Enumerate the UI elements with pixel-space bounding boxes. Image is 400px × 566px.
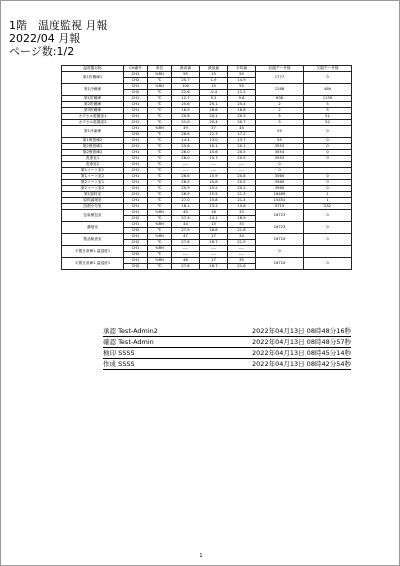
unit-cell: %RH [148,258,172,264]
max-cell: 25.6 [172,102,200,108]
max-cell: 27.6 [172,264,200,270]
ch-cell: CH2 [124,228,148,234]
sensor-name-cell: 第1貯蔵庫1 [62,72,124,84]
missing-count-cell: 5 [304,108,352,114]
unit-cell: ℃ [148,120,172,126]
avg-cell: 21.8 [228,228,256,234]
ch-cell: CH2 [124,90,148,96]
avg-cell: 21.6 [228,264,256,270]
min-cell: 15.5 [200,192,228,198]
min-cell: 15.2 [200,186,228,192]
max-cell: 25.7 [172,78,200,84]
avg-cell: 55 [228,72,256,78]
sensor-name-cell: 第2コート室2 [62,186,124,192]
ch-cell: CH1 [124,186,148,192]
missing-count-cell: 0 [304,138,352,144]
min-cell: 1.9 [200,78,228,84]
min-cell: 15.6 [200,150,228,156]
unit-cell: ℃ [148,204,172,210]
signature-label: 承認 Test-Admin2 [103,327,158,335]
ch-cell: CH1 [124,120,148,126]
avg-cell: 15.6 [228,204,256,210]
signature-line [103,326,351,337]
max-cell: 100 [172,84,200,90]
ch-cell: CH2 [124,132,148,138]
min-cell: 37 [200,126,228,132]
avg-cell: 9.8 [228,96,256,102]
unit-cell: ℃ [148,252,172,258]
report-title: 1階 温度監視 月報 [9,19,108,32]
min-cell: 13.0 [200,138,228,144]
sensor-name-cell: 第2保管庫1 [62,144,124,150]
min-cell: ---- [200,246,228,252]
max-cell: 22.6 [172,90,200,96]
missing-count-cell: 1 [304,192,352,198]
avg-cell: 11.2 [228,90,256,96]
record-count-cell: 1777 [256,72,304,84]
missing-count-cell: 1 [304,198,352,204]
max-cell: 45 [172,210,200,216]
record-count-cell: 0 [256,246,304,258]
record-count-cell: 16724 [256,258,304,270]
sensor-name-cell: 第1貯蔵庫 [62,96,124,102]
avg-cell: 33 [228,222,256,228]
max-cell: 49 [172,126,200,132]
signature-label: 作成 SSSS [103,360,135,368]
record-count-cell: 3560 [256,174,304,180]
unit-cell: ℃ [148,216,172,222]
avg-cell: 20.7 [228,120,256,126]
record-count-cell: 3554 [256,150,304,156]
ch-cell: CH1 [124,150,148,156]
unit-cell: ℃ [148,156,172,162]
min-cell: 15.8 [200,180,228,186]
missing-count-cell: 0 [304,222,352,234]
missing-count-cell [304,246,352,258]
unit-cell: %RH [148,126,172,132]
ch-cell: CH1 [124,222,148,228]
page-count: ページ数:1/2 [9,45,75,58]
max-cell: 47 [172,234,200,240]
missing-count-cell: 0 [304,126,352,138]
min-cell: 17 [200,258,228,264]
unit-cell: ℃ [148,228,172,234]
missing-count-cell: 1139 [304,96,352,102]
unit-cell: ℃ [148,264,172,270]
ch-cell: CH1 [124,192,148,198]
ch-cell: CH1 [124,168,148,174]
max-cell: 26.3 [172,180,200,186]
max-cell: 16.9 [172,108,200,114]
unit-cell: ℃ [148,150,172,156]
sensor-name-cell: カプセル乾燥室2 [62,120,124,126]
max-cell: 95 [172,72,200,78]
max-cell: 14.4 [172,138,200,144]
min-cell: -0.4 [200,90,228,96]
ch-cell: CH1 [124,96,148,102]
ch-cell: CH1 [124,126,148,132]
signature-label: 検印 SSSS [103,349,135,357]
ch-cell: CH2 [124,264,148,270]
unit-cell: ℃ [148,198,172,204]
record-count-cell: 3553 [256,144,304,150]
ch-cell: CH1 [124,156,148,162]
min-cell: 17 [200,234,228,240]
ch-cell: CH1 [124,138,148,144]
ch-cell: CH1 [124,204,148,210]
ch-cell: CH2 [124,252,148,258]
sensor-name-cell: 第1コート室1 [62,168,124,174]
max-cell: ---- [172,162,200,168]
avg-cell: 20.5 [228,180,256,186]
ch-cell: CH1 [124,108,148,114]
signature-time: 2022年04月13日 08時48分57秒 [252,338,351,346]
ch-cell: CH1 [124,198,148,204]
column-header: 最低値 [200,66,228,72]
avg-cell: 21.3 [228,192,256,198]
max-cell: 26.6 [172,174,200,180]
record-count-cell: 16723 [256,222,304,234]
missing-count-cell: 0 [304,210,352,222]
max-cell: ---- [172,252,200,258]
avg-cell: 45 [228,126,256,132]
avg-cell: 55 [228,84,256,90]
ch-cell: CH1 [124,144,148,150]
avg-cell: 20.5 [228,150,256,156]
avg-cell: 34 [228,234,256,240]
sensor-name-cell: 原料調剤室 [62,198,124,204]
column-header: 平均値 [228,66,256,72]
max-cell: 26.0 [172,150,200,156]
record-count-cell: 5 [256,114,304,120]
sensor-name-cell: 包装梱包室 [62,210,124,222]
min-cell: ---- [200,162,228,168]
avg-cell: 25.4 [228,102,256,108]
max-cell: 27.9 [172,228,200,234]
ch-cell: CH1 [124,210,148,216]
sensor-name-cell: 第1冷凍庫 [62,126,124,138]
unit-cell: ℃ [148,240,172,246]
sensor-name-cell: 第1保管庫2 [62,138,124,144]
unit-cell: ℃ [148,144,172,150]
max-cell: 27.0 [172,198,200,204]
column-header: 最高値 [172,66,200,72]
unit-cell: ℃ [148,180,172,186]
missing-count-cell: 0 [304,150,352,156]
unit-cell: ℃ [148,168,172,174]
missing-count-cell: 52 [304,120,352,126]
unit-cell: ℃ [148,114,172,120]
signature-line [103,348,351,359]
ch-cell: CH1 [124,258,148,264]
record-count-cell: 3560 [256,186,304,192]
sensor-name-cell: 濃剤室 [62,222,124,234]
min-cell: 13.2 [200,204,228,210]
min-cell: 15.7 [200,156,228,162]
missing-count-cell: 51 [304,114,352,120]
avg-cell: 21.4 [228,198,256,204]
unit-cell: ℃ [148,96,172,102]
avg-cell: 13.7 [228,138,256,144]
signature-block [103,326,351,370]
unit-cell: %RH [148,84,172,90]
unit-cell: %RH [148,210,172,216]
sensor-name-cell: 第2保管庫2 [62,150,124,156]
missing-count-cell: 489 [304,84,352,96]
unit-cell: %RH [148,246,172,252]
record-count-cell: 2 [256,108,304,114]
ch-cell: CH1 [124,246,148,252]
record-count-cell: 1288 [256,84,304,96]
min-cell: 16 [200,210,228,216]
missing-count-cell: 0 [304,144,352,150]
record-count-cell: 15451 [256,198,304,204]
min-cell: 5.1 [200,96,228,102]
sensor-name-cell: 溶剤小分室 [62,204,124,210]
column-header: 温度器名称 [62,66,124,72]
avg-cell: 20.8 [228,174,256,180]
sensor-name-cell: 第2貯蔵庫 [62,102,124,108]
report-period: 2022/04 月報 [9,32,81,45]
max-cell: 20.6 [172,114,200,120]
avg-cell: 20.3 [228,114,256,120]
signature-line [103,359,351,370]
max-cell: 27.6 [172,240,200,246]
min-cell: 16.7 [200,264,228,270]
avg-cell: 17.2 [228,132,256,138]
signature-label: 確認 Test-Admin [103,338,154,346]
record-count-cell: 55 [256,138,304,144]
signature-time: 2022年04月13日 08時42分54秒 [252,360,351,368]
min-cell: 15.1 [200,144,228,150]
record-count-cell: 16724 [256,234,304,246]
signature-time: 2022年04月13日 08時45分14秒 [252,349,351,357]
avg-cell: ---- [228,246,256,252]
ch-cell: CH1 [124,174,148,180]
min-cell: 16.8 [200,228,228,234]
avg-cell: 14.9 [228,78,256,84]
ch-cell: CH1 [124,72,148,78]
min-cell: 15 [200,72,228,78]
unit-cell: ℃ [148,90,172,96]
avg-cell: ---- [228,162,256,168]
column-header: 単位 [148,66,172,72]
avg-cell: 20.5 [228,156,256,162]
avg-cell: 18.9 [228,216,256,222]
max-cell: 12.7 [172,96,200,102]
avg-cell: 20.2 [228,186,256,192]
max-cell: 46 [172,258,200,264]
min-cell: 12.3 [200,132,228,138]
unit-cell: ℃ [148,192,172,198]
max-cell: 21.0 [172,120,200,126]
column-header: 収録データ数 [256,66,304,72]
max-cell: 26.0 [172,156,200,162]
missing-count-cell: 0 [304,72,352,84]
missing-count-cell: 5 [304,102,352,108]
min-cell: 25.1 [200,102,228,108]
record-count-cell: 16469 [256,192,304,198]
page-number: 1 [199,553,203,559]
min-cell: 15 [200,222,228,228]
min-cell: 15.8 [200,198,228,204]
max-cell: ---- [172,246,200,252]
avg-cell: ---- [228,168,256,174]
min-cell: 16.7 [200,240,228,246]
missing-count-cell: 0 [304,258,352,270]
sensor-name-cell: 第2コート室1 [62,180,124,186]
record-count-cell: 3553 [256,156,304,162]
avg-cell: 16.8 [228,108,256,114]
min-cell: 15.9 [200,174,228,180]
sensor-name-cell: 平置き倉庫1 温湿度1 [62,246,124,258]
record-count-cell: 3560 [256,180,304,186]
record-count-cell: 0 [256,168,304,174]
min-cell: 14.1 [200,216,228,222]
column-header: 欠損データ数 [304,66,352,72]
missing-count-cell: 0 [304,180,352,186]
unit-cell: ℃ [148,162,172,168]
ch-cell: CH2 [124,240,148,246]
min-cell: ---- [200,252,228,258]
unit-cell: ℃ [148,138,172,144]
min-cell: ---- [200,168,228,174]
avg-cell: 20.1 [228,144,256,150]
record-count-cell: 5 [256,120,304,126]
record-count-cell: 2 [256,102,304,108]
sensor-name-cell: 洗浄室2 [62,162,124,168]
max-cell: 26.6 [172,132,200,138]
max-cell: 25.6 [172,144,200,150]
record-count-cell: 5719 [256,204,304,210]
avg-cell: ---- [228,252,256,258]
max-cell: 44 [172,222,200,228]
sensor-name-cell: 第3貯蔵庫 [62,108,124,114]
unit-cell: %RH [148,222,172,228]
signature-line [103,337,351,348]
missing-count-cell: 0 [304,156,352,162]
missing-count-cell: 0 [304,174,352,180]
max-cell: ---- [172,168,200,174]
record-count-cell: 16723 [256,210,304,222]
unit-cell: ℃ [148,108,172,114]
sensor-name-cell: 洗浄室1 [62,156,124,162]
missing-count-cell: 0 [304,234,352,246]
min-cell: 20.1 [200,114,228,120]
max-cell: 26.9 [172,192,200,198]
missing-count-cell: 252 [304,204,352,210]
avg-cell: 33 [228,210,256,216]
sensor-name-cell: カプセル乾燥室1 [62,114,124,120]
min-cell: 20.4 [200,120,228,126]
record-count-cell: 0 [256,162,304,168]
sensor-name-cell: 製品検査室 [62,234,124,246]
unit-cell: ℃ [148,102,172,108]
max-cell: 18.1 [172,204,200,210]
max-cell: 25.9 [172,186,200,192]
sensor-name-cell: 第1冷蔵庫 [62,84,124,96]
ch-cell: CH1 [124,84,148,90]
ch-cell: CH1 [124,114,148,120]
unit-cell: ℃ [148,174,172,180]
sensor-name-cell: 平置き倉庫1 温湿度1 [62,258,124,270]
ch-cell: CH2 [124,216,148,222]
avg-cell: 21.5 [228,240,256,246]
signature-time: 2022年04月13日 08時48分16秒 [252,327,351,335]
unit-cell: ℃ [148,78,172,84]
sensor-name-cell: 第1原料室 [62,192,124,198]
ch-cell: CH1 [124,162,148,168]
ch-cell: CH2 [124,78,148,84]
min-cell: 15 [200,84,228,90]
ch-cell: CH1 [124,102,148,108]
column-header: CH番号 [124,66,148,72]
temperature-table [61,65,352,270]
record-count-cell: 55 [256,126,304,138]
unit-cell: %RH [148,72,172,78]
record-count-cell: 638 [256,96,304,102]
ch-cell: CH1 [124,234,148,240]
max-cell: 27.4 [172,216,200,222]
unit-cell: %RH [148,234,172,240]
avg-cell: 35 [228,258,256,264]
table-body [62,72,352,270]
sensor-name-cell: 第1コート室2 [62,174,124,180]
report-header [9,19,108,58]
missing-count-cell: 0 [304,186,352,192]
ch-cell: CH1 [124,180,148,186]
min-cell: 16.6 [200,108,228,114]
unit-cell: ℃ [148,186,172,192]
unit-cell: ℃ [148,132,172,138]
